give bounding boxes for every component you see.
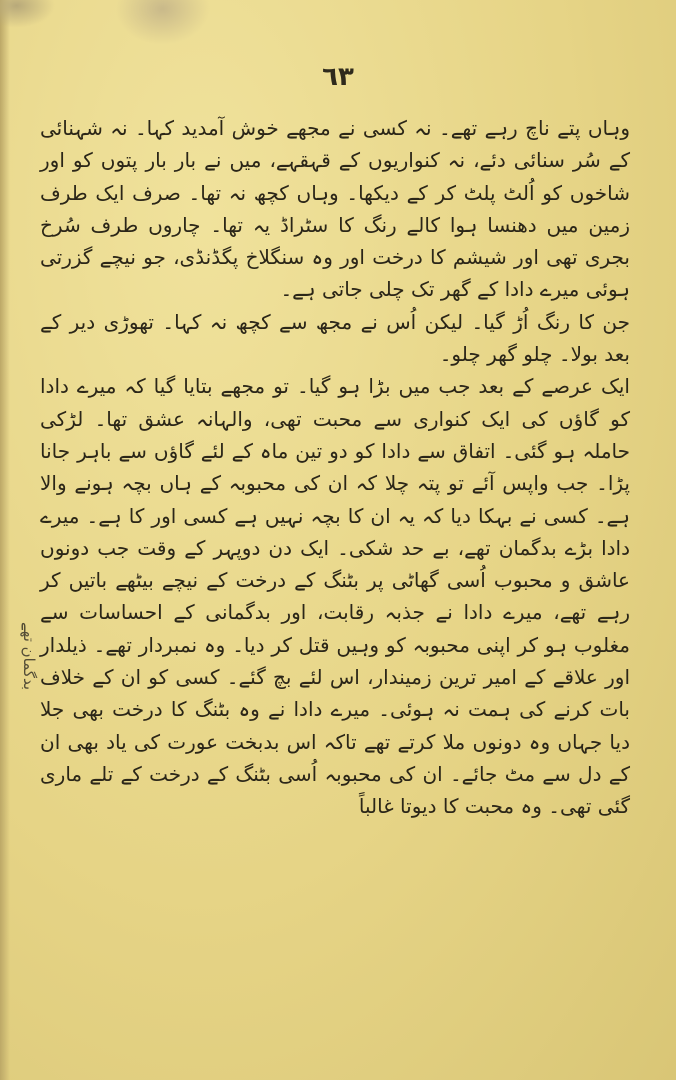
paragraph-1: وہاں پتے ناچ رہے تھے۔ نہ کسی نے مجھے خوش آمدید کہا۔ نہ شہنائی کے سُر سنائی دئے، نہ کنواریوں کے قہقہے، میں نے بار بار پتوں کو اور شاخوں کو اُلٹ پلٹ کر کے دیکھا۔ وہاں کچھ نہ تھا۔ صرف ایک طرف زمین میں دھنسا ہوا کالے رنگ کا سٹراڈ یہ تھا۔ چاروں طرف سُرخ بجری تھی اور شیشم کا درخت اور وہ سنگلاخ پگڈنڈی، جو نیچے گزرتی ہوئی میرے دادا کے گھر تک چلی جاتی ہے۔ [40, 116, 630, 302]
handwritten-margin-note: بدگمان تھے [20, 622, 38, 691]
page-binding-edge [0, 0, 10, 1080]
page-body-text [40, 112, 630, 823]
page-number: ٦٣ [322, 62, 354, 92]
paper-stain-top-left [0, 0, 55, 28]
paper-stain-top [115, 0, 210, 45]
paragraph-3: ایک عرصے کے بعد جب میں بڑا ہو گیا۔ تو مجھے بتایا گیا کہ میرے دادا کو گاؤں کی ایک کنواری سے محبت تھی، والہانہ عشق تھا۔ لڑکی حاملہ ہو گئی۔ اتفاق سے دادا کو دو تین ماہ کے لئے گاؤں سے باہر جانا پڑا۔ جب واپس آئے تو پتہ چلا کہ ان کی محبوبہ کے ہاں بچہ ہونے والا ہے۔ کسی نے بہکا دیا کہ یہ ان کا بچہ نہیں ہے کسی اور کا ہے۔ میرے دادا بڑے بدگمان تھے، بے حد شکی۔ ایک دن دوپہر کے وقت جب دونوں عاشق و محبوب اُسی گھاٹی پر بٹنگ کے درخت کے نیچے بیٹھے باتیں کر رہے تھے، میرے دادا نے جذبہ رقابت، اور بدگمانی کے احساسات سے مغلوب ہو کر اپنی محبوبہ کو وہیں قتل کر دیا۔ وہ نمبردار تھے۔ ذیلدار اور علاقے کے امیر ترین زمیندار، اس لئے بچ گئے۔ کسی کو ان کے خلاف بات کرنے کی ہمت نہ ہوئی۔ میرے دادا نے وہ بٹنگ کا درخت بھی جلا دیا جہاں وہ دونوں ملا کرتے تھے تاکہ اس بدبخت عورت کی یاد بھی ان کے دل سے مٹ جائے۔ ان کی محبوبہ اُسی بٹنگ کے درخت کے تلے ماری گئی تھی۔ وہ محبت کا دیوتا غالباً [40, 374, 630, 819]
paragraph-2: جن کا رنگ اُڑ گیا۔ لیکن اُس نے مجھ سے کچھ نہ کہا۔ تھوڑی دیر کے بعد بولا۔ چلو گھر چلو۔ [40, 309, 630, 367]
